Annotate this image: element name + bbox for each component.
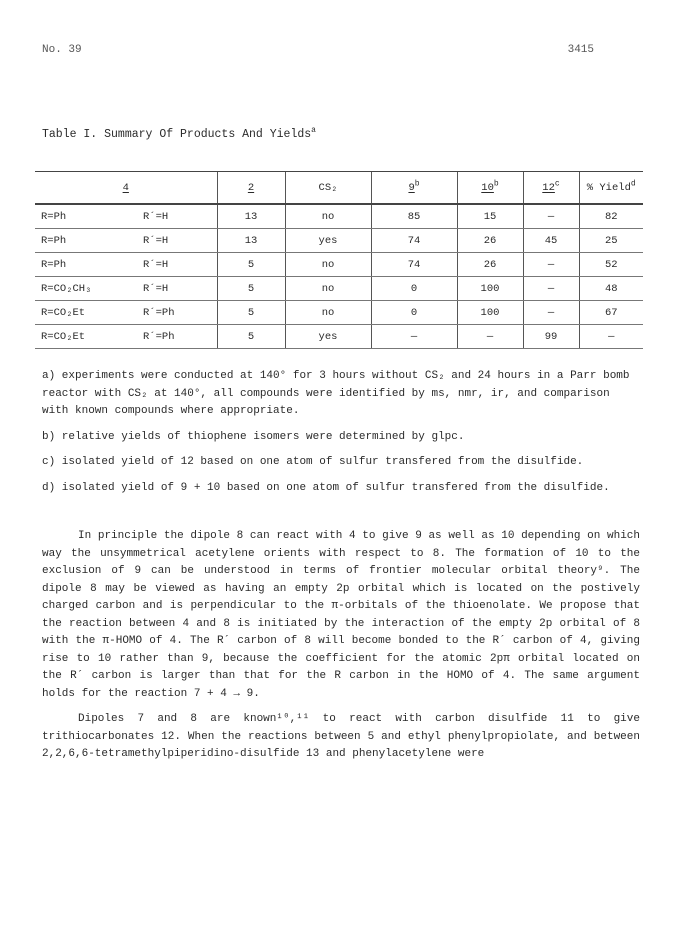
footnote-c: c) isolated yield of 12 based on one atom of sulfur transfered from the disulfide. xyxy=(42,456,584,468)
header-cell: 10$^b$ xyxy=(457,172,523,205)
table-title-text: Table I. Summary Of Products And Yields xyxy=(42,128,312,141)
page-number: 3415 xyxy=(567,44,594,56)
table-cell: R´=Ph xyxy=(131,301,217,325)
table-cell: 99 xyxy=(523,325,579,349)
table-cell: 0 xyxy=(371,301,457,325)
table-cell: 25 xyxy=(579,229,643,253)
table-row xyxy=(35,277,643,301)
table-cell: 82 xyxy=(579,204,643,229)
header-cell: 4 xyxy=(35,172,217,205)
table-title xyxy=(42,128,316,141)
table-cell: R´=H xyxy=(131,253,217,277)
table-cell: R=CO₂Et xyxy=(35,301,131,325)
table-cell: — xyxy=(523,277,579,301)
table-cell: yes xyxy=(285,325,371,349)
table-header-row xyxy=(35,172,643,205)
paragraph-frontier-orbital: In principle the dipole 8 can react with 4 to give 9 as well as 10 depending on which way the unsymmetrical acetylene orients with respect to 8. The formation of 10 to the exclusion of 9 can be understood in terms of frontier molecular orbital theory⁹. The dipole 8 may be viewed as having an empty 2p orbital which is located on the postively charged carbon and is perpendicular to the π-orbitals of the thioenolate. We propose that the reaction between 4 and 8 is initiated by the interaction of the empty 2p orbital of 8 with the π-HOMO of 4. The R´ carbon of 8 will become bonded to the R´ carbon of 4, giving rise to 10 rather than 9, because the coefficient for the atomic 2pπ orbital located on the R´ carbon is larger than that for the R carbon in the HOMO of 4. The same argument holds for the reaction 7 + 4 → 9. xyxy=(42,530,640,700)
table-cell: 13 xyxy=(217,229,285,253)
footnote-d: d) isolated yield of 9 + 10 based on one atom of sulfur transfered from the disulfide. xyxy=(42,481,610,494)
table-cell: — xyxy=(523,204,579,229)
header-cell: 2 xyxy=(217,172,285,205)
table-cell: 5 xyxy=(217,325,285,349)
table-title-footnote-mark: a xyxy=(311,126,316,136)
table-cell: — xyxy=(579,325,643,349)
table-cell: — xyxy=(457,325,523,349)
table-cell: 5 xyxy=(217,253,285,277)
table-cell: R´=H xyxy=(131,229,217,253)
table-cell: 5 xyxy=(217,277,285,301)
table-cell: 52 xyxy=(579,253,643,277)
table-cell: 45 xyxy=(523,229,579,253)
table-cell: R=Ph xyxy=(35,229,131,253)
header-cell: 12$^c$ xyxy=(523,172,579,205)
header-cell: % Yield$^d$ xyxy=(579,172,643,205)
table-cell: no xyxy=(285,301,371,325)
table-cell: R=CO₂Et xyxy=(35,325,131,349)
table-cell: R´=Ph xyxy=(131,325,217,349)
table-cell: R=Ph xyxy=(35,204,131,229)
table-cell: — xyxy=(371,325,457,349)
table-cell: 26 xyxy=(457,229,523,253)
table-cell: R´=H xyxy=(131,204,217,229)
table-cell: 13 xyxy=(217,204,285,229)
footnote-a: a) experiments were conducted at 140° for 3 hours without CS₂ and 24 hours in a Parr bomb reactor with CS₂ at 140°, all compounds were identified by ms, nmr, ir, and comparison with known compounds where appropriate. xyxy=(42,370,630,417)
paragraph-dipoles: Dipoles 7 and 8 are known¹⁰,¹¹ to react with carbon disulfide 11 to give trithiocarbonates 12. When the reactions between 5 and ethyl phenylpropiolate, and between 2,2,6,6-tetramethylpiperidino-disulfide 13 and phenylacetylene were xyxy=(42,713,640,760)
table-cell: 74 xyxy=(371,253,457,277)
table-row xyxy=(35,229,643,253)
table-cell: no xyxy=(285,253,371,277)
table-row xyxy=(35,325,643,349)
table-cell: R´=H xyxy=(131,277,217,301)
table-cell: 15 xyxy=(457,204,523,229)
table-cell: 0 xyxy=(371,277,457,301)
table-cell: R=CO₂CH₃ xyxy=(35,277,131,301)
footnote-b: b) relative yields of thiophene isomers were determined by glpc. xyxy=(42,430,465,443)
table-row xyxy=(35,204,643,229)
table-cell: yes xyxy=(285,229,371,253)
table-cell: 26 xyxy=(457,253,523,277)
table-cell: 100 xyxy=(457,301,523,325)
header-cell: 9$^b$ xyxy=(371,172,457,205)
table-cell: — xyxy=(523,253,579,277)
table-cell: 85 xyxy=(371,204,457,229)
journal-issue: No. 39 xyxy=(42,44,82,56)
table-cell: 67 xyxy=(579,301,643,325)
table-cell: no xyxy=(285,204,371,229)
products-yields-table xyxy=(35,171,643,349)
table-cell: 100 xyxy=(457,277,523,301)
header-cell: CS₂ xyxy=(285,172,371,205)
body-text xyxy=(42,528,640,772)
table-cell: 74 xyxy=(371,229,457,253)
table-cell: 5 xyxy=(217,301,285,325)
table-cell: — xyxy=(523,301,579,325)
table-cell: no xyxy=(285,277,371,301)
table-row xyxy=(35,253,643,277)
table-cell: 48 xyxy=(579,277,643,301)
table-cell: R=Ph xyxy=(35,253,131,277)
table-row xyxy=(35,301,643,325)
table-footnotes xyxy=(42,368,642,505)
